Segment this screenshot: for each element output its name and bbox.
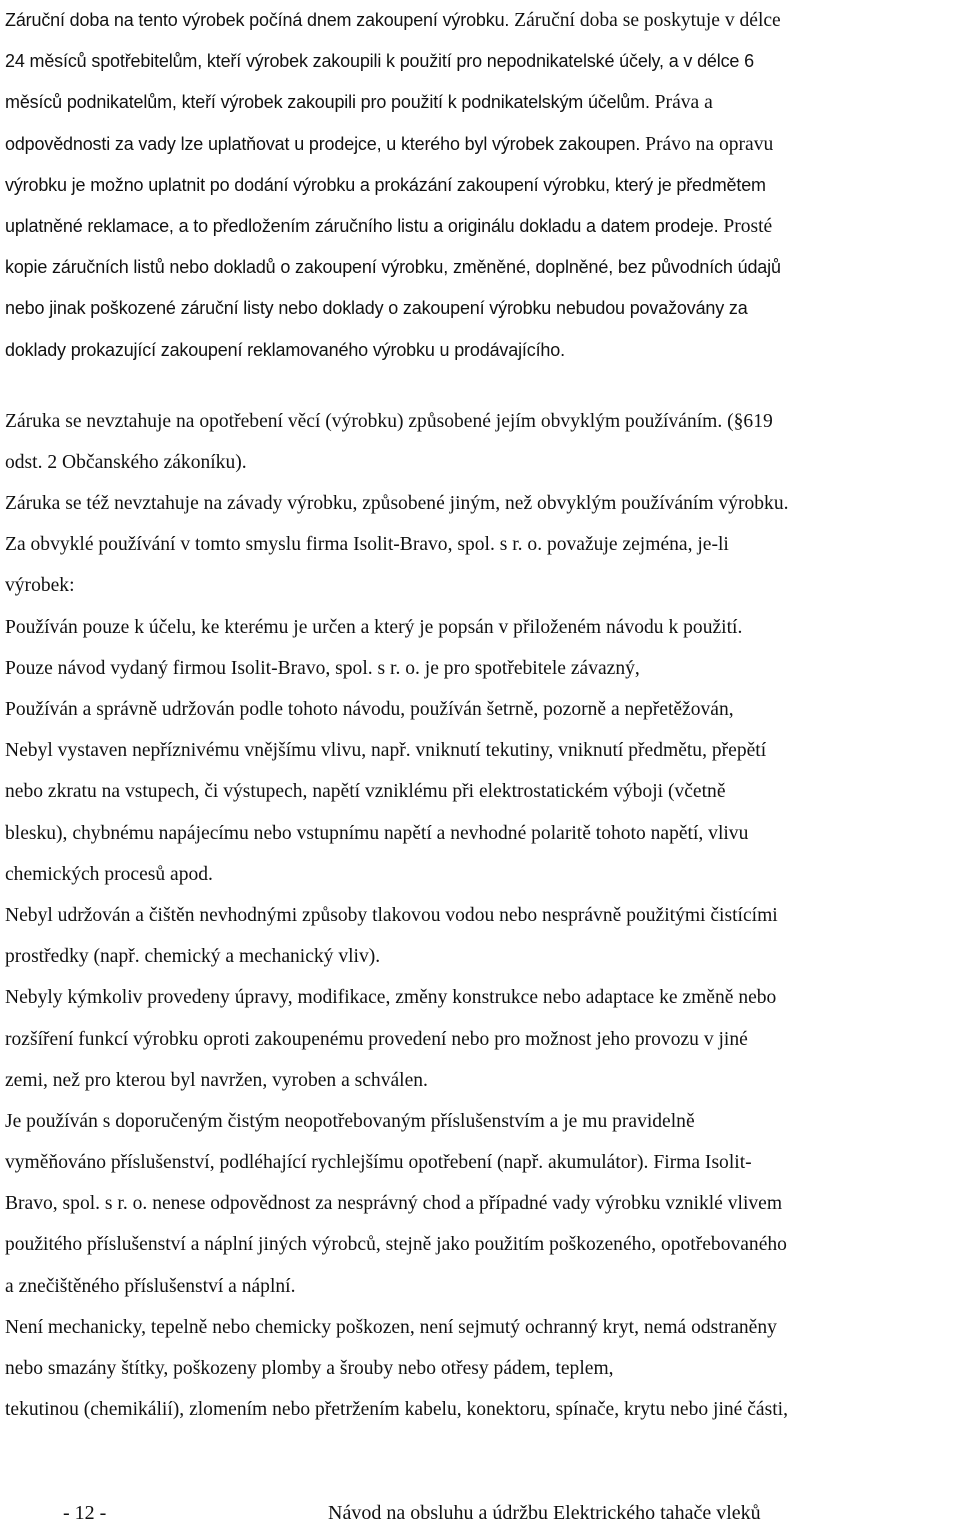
text-segment: zemi, než pro kterou byl navržen, vyroben a schválen.	[5, 1069, 428, 1091]
text-segment: Záruční doba se poskytuje v délce	[509, 10, 781, 31]
text-line	[5, 607, 955, 648]
text-segment: Bravo, spol. s r. o. nenese odpovědnost za nesprávný chod a případné vady výrobku vzniklé vlivem	[5, 1193, 783, 1215]
page-number: - 12 -	[63, 1502, 107, 1524]
text-segment: Záruční doba na tento výrobek počíná dnem zakoupení výrobku.	[5, 10, 510, 30]
text-segment: a znečištěného příslušenství a náplní.	[5, 1275, 296, 1297]
document-page	[5, 0, 957, 1430]
text-segment: doklady prokazující zakoupení reklamovaného výrobku u prodávajícího.	[5, 339, 565, 360]
text-line	[5, 1307, 955, 1348]
text-segment: Používán pouze k účelu, ke kterému je určen a který je popsán v přiloženém návodu k použití.	[5, 616, 743, 638]
text-segment: blesku), chybnému napájecímu nebo vstupnímu napětí a nevhodné polaritě tohoto napětí, vlivu	[5, 822, 749, 844]
text-line	[5, 1060, 955, 1101]
text-line	[5, 1142, 955, 1183]
text-line	[5, 1224, 955, 1265]
text-line	[5, 1348, 955, 1389]
text-segment: výrobku je možno uplatnit po dodání výrobku a prokázání zakoupení výrobku, který je předmětem	[5, 174, 766, 195]
text-segment: Nebyly kýmkoliv provedeny úpravy, modifikace, změny konstrukce nebo adaptace ke změně nebo	[5, 987, 777, 1009]
text-line	[5, 1389, 955, 1430]
text-line	[5, 895, 955, 936]
text-line	[5, 165, 955, 206]
text-line	[5, 813, 955, 854]
text-line	[5, 0, 955, 41]
text-segment: vyměňováno příslušenství, podléhající rychlejšímu opotřebení (např. akumulátor). Firma Isolit-	[5, 1152, 752, 1174]
text-line	[5, 288, 955, 329]
text-line	[5, 206, 955, 247]
text-segment: Není mechanicky, tepelně nebo chemicky poškozen, není sejmutý ochranný kryt, nemá odstraněny	[5, 1316, 777, 1338]
footer-title: Návod na obsluhu a údržbu Elektrického tahače vleků	[328, 1502, 761, 1524]
text-line	[5, 82, 955, 123]
text-segment: nebo jinak poškozené záruční listy nebo doklady o zakoupení výrobku nebudou považovány za	[5, 298, 748, 319]
text-line	[5, 1266, 955, 1307]
text-segment: tekutinou (chemikálií), zlomením nebo přetržením kabelu, konektoru, spínače, krytu nebo jiné části,	[5, 1399, 788, 1421]
text-segment: Záruka se též nevztahuje na závady výrobku, způsobené jiným, než obvyklým používáním výrobku.	[5, 493, 789, 515]
text-segment: Používán a správně udržován podle tohoto návodu, používán šetrně, pozorně a nepřetěžován,	[5, 699, 734, 720]
text-segment: odst. 2 Občanského zákoníku).	[5, 451, 247, 473]
text-line	[5, 854, 955, 895]
text-segment: prostředky (např. chemický a mechanický vliv).	[5, 946, 381, 968]
text-segment: Nebyl udržován a čištěn nevhodnými způsoby tlakovou vodou nebo nesprávně použitými čistícími	[5, 904, 778, 926]
text-segment: chemických procesů apod.	[5, 863, 213, 885]
text-line	[5, 247, 955, 288]
text-segment: Záruka se nevztahuje na opotřebení věcí (výrobku) způsobené jejím obvyklým používáním. (§619	[5, 410, 773, 432]
paragraph	[5, 0, 957, 371]
text-line	[5, 730, 955, 771]
paragraph-gap	[5, 371, 957, 401]
text-line	[5, 771, 955, 812]
text-line	[5, 1019, 955, 1060]
text-segment: rozšíření funkcí výrobku oproti zakoupenému provedení nebo pro možnost jeho provozu v jiné	[5, 1028, 748, 1050]
paragraph	[5, 401, 957, 1431]
text-line	[5, 483, 955, 524]
text-line	[5, 1101, 955, 1142]
text-line	[5, 1183, 955, 1224]
text-segment: měsíců podnikatelům, kteří výrobek zakoupili pro použití k podnikatelským účelům.	[5, 92, 650, 113]
text-segment: Za obvyklé používání v tomto smyslu firma Isolit-Bravo, spol. s r. o. považuje zejména, je-li	[5, 534, 729, 556]
text-segment: Prosté	[718, 215, 773, 237]
text-segment: použitého příslušenství a náplní jiných výrobců, stejně jako použitím poškozeného, opotřebovaného	[5, 1234, 787, 1256]
text-line	[5, 689, 955, 730]
text-segment: uplatněné reklamace, a to předložením záručního listu a originálu dokladu a datem prodeje.	[5, 215, 719, 236]
text-line	[5, 442, 955, 483]
document-body	[5, 0, 957, 1430]
text-line	[5, 977, 955, 1018]
text-segment: nebo smazány štítky, poškozeny plomby a šrouby nebo otřesy pádem, teplem,	[5, 1358, 614, 1379]
text-segment: Nebyl vystaven nepříznivému vnějšímu vlivu, např. vniknutí tekutiny, vniknutí předmětu, přepětí	[5, 740, 767, 762]
text-segment: výrobek:	[5, 575, 75, 597]
text-segment: Je používán s doporučeným čistým neopotřebovaným příslušenstvím a je mu pravidelně	[5, 1110, 695, 1132]
text-line	[5, 124, 955, 165]
text-segment: Právo na opravu	[640, 133, 774, 155]
text-segment: nebo zkratu na vstupech, či výstupech, napětí vzniklému při elektrostatickém výboji (včetně	[5, 781, 726, 803]
page-footer	[0, 1495, 960, 1531]
text-line	[5, 41, 955, 82]
text-segment: Pouze návod vydaný firmou Isolit-Bravo, spol. s r. o. je pro spotřebitele závazný,	[5, 657, 640, 679]
text-line	[5, 401, 955, 442]
text-segment: kopie záručních listů nebo dokladů o zakoupení výrobku, změněné, doplněné, bez původních údajů	[5, 257, 781, 278]
text-line	[5, 330, 955, 371]
text-segment: 24 měsíců spotřebitelům, kteří výrobek zakoupili k použití pro nepodnikatelské účely, a v délce 6	[5, 51, 754, 72]
text-line	[5, 936, 955, 977]
text-segment: odpovědnosti za vady lze uplatňovat u prodejce, u kterého byl výrobek zakoupen.	[5, 133, 641, 154]
text-line	[5, 565, 955, 606]
text-line	[5, 648, 955, 689]
text-line	[5, 524, 955, 565]
text-segment: Práva a	[649, 92, 713, 114]
